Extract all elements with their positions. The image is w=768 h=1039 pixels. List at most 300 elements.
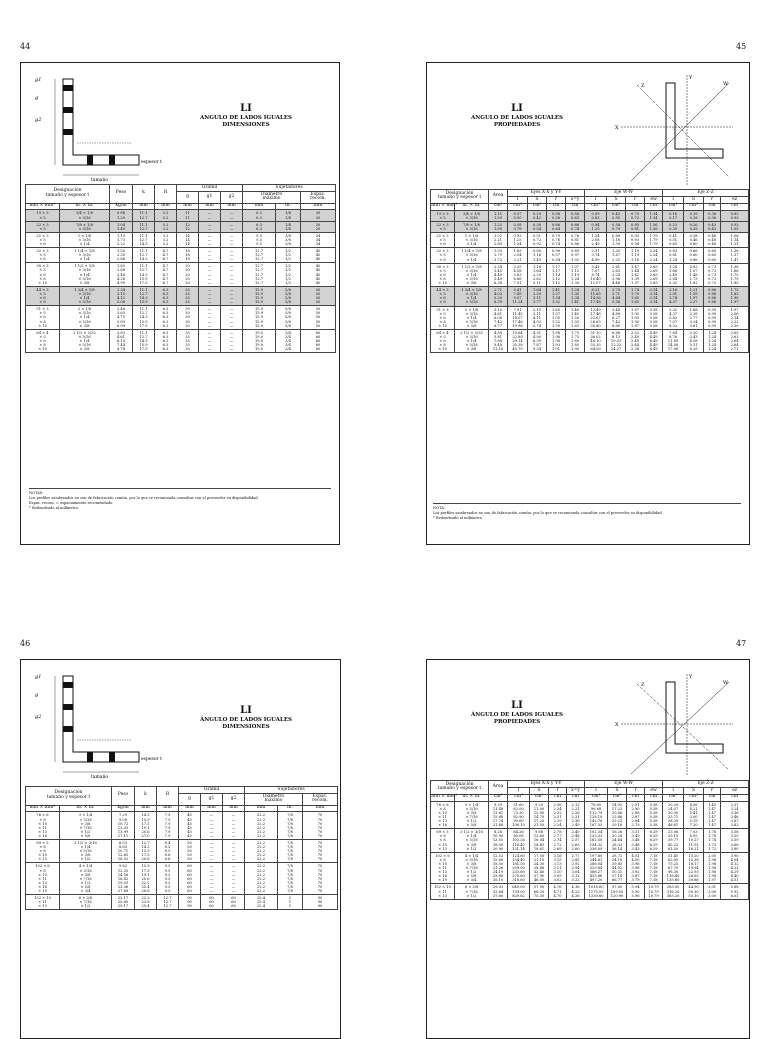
table-cell: 12.7 12.7 12.7 <box>157 895 179 910</box>
table-cell: 51.40 62.00 75.25 87.70 98.30 116.40 135.60 <box>663 852 684 884</box>
table-cell: 1.06 1.14 1.21 <box>721 233 749 248</box>
unit-cell: cm³ <box>607 203 626 210</box>
table-cell: 1 1/4 × 1/8 × 3/16 × 1/4 <box>455 248 489 263</box>
table-cell: 35 35 35 35 35 <box>177 329 199 352</box>
unit-cell: cm <box>645 794 663 801</box>
table-cell: 22.2 22.2 22.2 22.2 22.2 22.2 22.2 <box>245 863 278 895</box>
header-k: k <box>133 185 155 204</box>
table-cell: — — — — — <box>199 306 221 329</box>
table-cell: 50 50 50 50 50 <box>301 306 336 329</box>
table-cell: 3.20 3.43 4.58 5.11 6.29 <box>684 329 704 352</box>
table-cell: 1.64 2.29 3.11 3.77 <box>528 287 547 306</box>
table-cell: 19.0 19.0 19.0 19.0 19.0 <box>243 329 276 352</box>
table-cell: 0.66 0.74 <box>566 221 585 232</box>
table-cell: 0.99 0.99 0.99 0.99 0.99 <box>704 306 721 329</box>
unit-cell: cm <box>567 794 585 801</box>
header-g1: g1 <box>199 191 221 203</box>
table-cell: 1.58 1.66 1.75 1.79 1.85 <box>721 263 749 286</box>
table-cell: 0.43 0.43 <box>704 221 721 232</box>
subheader-cell: I <box>508 787 530 794</box>
table-cell: 2.71 4.03 5.20 6.39 <box>489 287 508 306</box>
angle-section-figure <box>31 71 166 187</box>
table-row <box>431 306 749 329</box>
table-cell: 0.86 0.88 0.86 0.86 <box>704 287 721 306</box>
unit-cell: cm⁴ <box>508 794 530 801</box>
table-cell: 12 12 <box>177 221 199 232</box>
table-cell: 4.76 4.71 4.70 <box>549 884 567 899</box>
unit-cell: cm <box>721 203 749 210</box>
page-47-properties <box>426 659 750 1039</box>
table-cell: 2.24 2.24 2.24 <box>645 248 663 263</box>
table-cell: 152 × 10 × 11 × 13 <box>431 884 455 899</box>
subheader-cell: I <box>663 196 684 203</box>
table-cell: — — <box>221 210 243 221</box>
title-block <box>447 103 587 128</box>
label-g: g <box>35 95 39 101</box>
table-cell: 1.07 1.12 1.19 1.24 1.30 <box>566 263 585 286</box>
table-cell: 1.60 1.57 1.55 1.52 1.50 <box>547 306 566 329</box>
table-cell: 1 1/2 × 1/8 × 3/16 × 1/4 × 5/16 × 3/8 <box>60 263 110 286</box>
table-cell: 22 × 3 × 5 <box>26 221 60 232</box>
table-cell: 11.1 12.7 14.3 15.9 17.5 <box>133 263 155 286</box>
table-cell: 22.2 22.2 22.2 22.2 22.2 22.2 <box>245 812 278 840</box>
table-cell: 50 50 50 50 <box>301 286 336 305</box>
table-cell: 3.2 3.2 <box>155 221 177 232</box>
table-cell: 89 × 5 × 6 × 8 × 10 × 13 <box>26 840 60 863</box>
table-cell: 1.47 1.44 1.42 1.39 1.37 <box>626 263 645 286</box>
unit-cell: cm² <box>489 794 508 801</box>
table-cell: 2 × 1/8 × 3/16 × 1/4 × 5/16 × 3/8 <box>455 306 489 329</box>
table-cell: 1.24 1.24 1.24 1.24 1.24 <box>704 329 721 352</box>
table-cell: 19 × 3 × 5 <box>26 210 60 221</box>
axis-x-label: X <box>615 125 619 131</box>
table-cell: 0.58 0.78 <box>508 221 528 232</box>
header-designation: Designación tamaño y espesor t <box>431 190 489 204</box>
table-cell: 11.1 12.7 14.3 <box>133 232 155 247</box>
table-row <box>431 210 749 221</box>
table-cell: 0.58 0.56 <box>547 210 566 221</box>
subheader-cell: r <box>547 196 566 203</box>
table-cell: 0.51 0.72 0.92 <box>528 233 547 248</box>
table-cell: 9.5 9.5 9.5 9.5 9.5 9.5 9.5 <box>157 863 179 895</box>
table-cell: 3/8 3/8 3/8 <box>276 232 301 247</box>
table-cell: 1.83 2.68 3.48 4.26 4.99 <box>110 263 133 286</box>
table-cell: 14.3 15.9 17.5 19.1 20.6 27.0 <box>135 812 157 840</box>
header-fasteners: Sujetadores <box>243 185 336 192</box>
label-g2: g2 <box>35 117 42 123</box>
table-cell: 5/8 5/8 5/8 5/8 <box>276 286 301 305</box>
table-cell: 89 × 5 × 6 × 8 × 10 × 13 <box>431 829 455 852</box>
section-code: LI <box>240 103 252 114</box>
table-cell: 1/4 1/4 <box>276 210 301 221</box>
table-cell: 11 11 <box>177 210 199 221</box>
table-cell: 4.7 4.7 4.7 <box>155 248 177 263</box>
table-cell: 45 45 45 45 45 45 <box>179 812 201 840</box>
axis-z-label: Z <box>641 682 645 688</box>
table-row <box>26 329 336 352</box>
label-tamano: tamaño <box>91 775 109 780</box>
table-cell: 2.16 2.91 3.74 4.57 <box>663 287 684 306</box>
table-cell: 0.66 0.64 <box>547 221 566 232</box>
table-cell: 0.85 0.81 <box>626 221 645 232</box>
note-line: NOTAS: <box>29 491 44 495</box>
table-cell: 0.23 0.35 <box>663 221 684 232</box>
table-cell: 22.2 22.2 22.2 22.2 22.2 <box>245 840 278 863</box>
table-cell: 6 × 3/8 × 7/16 × 1/2 <box>455 884 489 899</box>
unit-cell: cm⁴ <box>663 794 684 801</box>
table-cell: — — — — — — <box>201 812 223 840</box>
table-cell: 9.20 11.00 12.90 14.70 17.20 21.30 <box>530 801 549 829</box>
table-cell: 3/4 × 1/8 × 3/16 <box>60 210 110 221</box>
table-cell: 5.41 7.49 9.57 11.24 <box>508 287 528 306</box>
unit-cell: cm⁴ <box>508 203 528 210</box>
table-cell: 3.58 3.58 3.58 3.58 3.58 <box>645 306 663 329</box>
table-cell: 0.38 0.38 <box>704 210 721 221</box>
table-cell: 5/8 5/8 5/8 5/8 5/8 <box>276 306 301 329</box>
header-gramil: Gramil <box>177 185 243 192</box>
table-cell: 51.60 62.00 73.30 82.90 90.60 108.10 <box>508 801 530 829</box>
table-cell: 25.4 25.4 25.4 <box>245 895 278 910</box>
page-number-47: 47 <box>736 639 747 648</box>
table-cell: 1.78 1.78 1.74 1.73 1.72 <box>704 829 721 852</box>
unit-cell: cm <box>626 203 645 210</box>
table-cell: 197.80 244.61 288.04 329.84 368.27 433.66 497.20 <box>585 852 608 884</box>
header-g: g <box>179 793 201 805</box>
table-cell: 12.52 15.68 18.50 21.26 24.19 29.68 35.10 <box>489 852 508 884</box>
header-spacing: Espac. recom. <box>303 793 338 805</box>
table-cell: 1.30 1.67 2.25 <box>607 248 626 263</box>
table-cell: — — — — — — — <box>201 863 223 895</box>
table-cell: 2 1/2 × 5/32 × 3/16 × 1/4 × 5/16 × 3/8 <box>455 329 489 352</box>
subheader-cell: S <box>607 196 626 203</box>
header-spacing: Espac. recom. <box>301 191 336 203</box>
table-cell: 2.91 2.90 2.88 2.87 2.84 2.79 <box>627 801 645 829</box>
table-cell: 51 × 3 × 5 × 6 × 8 × 10 <box>26 306 60 329</box>
table-cell: 19.64 22.89 29.14 35.38 40.70 <box>508 329 528 352</box>
table-cell: 0.93 1.05 <box>721 221 749 232</box>
header-axis-zz: Eje Z-Z <box>663 781 749 788</box>
subheader-cell: r <box>627 787 645 794</box>
table-cell: 25 × 3 × 5 × 6 <box>26 232 60 247</box>
table-cell: 0.94 1.25 <box>585 221 607 232</box>
table-cell: 3.14 3.14 3.14 3.14 <box>645 287 663 306</box>
table-cell: 6.3 6.3 6.3 6.3 6.3 <box>155 306 177 329</box>
table-cell: 4.06 4.21 5.41 3.00 5.19 7.20 <box>684 801 704 829</box>
table-cell: 6.53 8.63 10.71 12.65 16.52 <box>112 840 135 863</box>
table-cell: — — — <box>221 248 243 263</box>
table-cell: 7.03 8.95 10.27 11.91 16.21 <box>684 829 704 852</box>
table-cell: 2.69 2.69 2.69 2.69 2.69 <box>645 263 663 286</box>
section-subtitle: PROPIEDADES <box>493 121 541 128</box>
dimensions-table <box>25 786 338 910</box>
table-cell: 40 40 40 <box>301 248 336 263</box>
page-44-dimensions <box>20 62 340 545</box>
title-block <box>171 705 321 730</box>
table-cell: 5.94 5.90 5.96 <box>627 884 645 899</box>
table-row <box>431 884 749 899</box>
subheader-cell: S <box>608 787 627 794</box>
table-cell: 1.24 1.66 2.49 2.84 3.33 <box>663 263 684 286</box>
unit-cell: mm <box>177 203 199 210</box>
unit-cell: cm² <box>489 203 508 210</box>
table-cell: 3.2 3.2 3.2 <box>155 232 177 247</box>
table-row <box>431 852 749 884</box>
table-cell: 102.34 133.33 162.50 194.32 236.09 <box>585 829 608 852</box>
table-cell: 0.82 0.93 <box>721 210 749 221</box>
table-cell: 0.76 0.81 0.86 <box>566 233 585 248</box>
unit-cell: mm <box>199 203 221 210</box>
table-cell: 3 1/2 × 3/16 × 1/4 × 5/16 × 3/8 × 1/2 <box>455 829 489 852</box>
table-cell: 3/4 × 1/8 × 3/16 <box>455 210 489 221</box>
table-cell: 11.1 12.7 <box>133 221 155 232</box>
table-cell: 124.60 154.40 181.50 209.00 233.60 275.60 318.60 <box>508 852 530 884</box>
table-cell: 1.34 1.34 <box>645 210 663 221</box>
unit-cell: in. × in. <box>60 805 112 812</box>
table-cell: 6.29 6.29 6.29 6.29 6.29 <box>645 829 663 852</box>
table-cell: 4.01 4.00 3.98 3.96 3.92 3.87 3.79 <box>627 852 645 884</box>
table-cell: 16.26 20.26 24.64 28.33 36.14 <box>608 829 627 852</box>
label-g1: g1 <box>35 674 42 680</box>
table-cell: 44 × 3 × 5 × 6 × 8 <box>26 286 60 305</box>
table-cell: 283.00 316.20 363.20 <box>663 884 684 899</box>
table-row <box>431 287 749 306</box>
table-cell: 1.52 2.21 2.80 <box>489 233 508 248</box>
header-g1: g1 <box>201 793 223 805</box>
table-cell: 7/8 7/8 7/8 7/8 7/8 7/8 7/8 <box>278 863 303 895</box>
table-cell: 1.79 1.79 1.79 <box>645 233 663 248</box>
table-cell: 2.78 2.77 2.74 2.72 2.69 <box>549 829 567 852</box>
table-cell: 40 40 40 40 40 <box>301 263 336 286</box>
table-cell: 19 × 3 × 5 <box>431 210 455 221</box>
table-cell: 51 × 3 × 5 × 6 × 8 × 10 <box>431 306 455 329</box>
table-cell: 12.7 12.7 12.7 <box>243 248 276 263</box>
table-cell: 20 20 <box>301 221 336 232</box>
table-cell: 0.89 0.97 1.02 <box>566 248 585 263</box>
table-cell: 31.10 36.02 46.10 55.35 64.09 <box>585 329 607 352</box>
table-cell: 2.91 3.74 4.99 <box>585 248 607 263</box>
table-cell: 22.17 25.60 29.17 <box>112 895 135 910</box>
table-cell: — — — <box>199 248 221 263</box>
table-cell: 2.34 3.45 4.40 5.40 6.34 <box>489 263 508 286</box>
table-cell: 1.97 2.06 2.14 2.22 2.30 <box>721 306 749 329</box>
header-g2: g2 <box>223 793 245 805</box>
unit-cell: mm × mm* <box>26 805 60 812</box>
header-diameter: Diámetro máximo <box>245 793 303 805</box>
label-g: g <box>35 692 39 698</box>
unit-cell: in. × in. <box>455 794 489 801</box>
note-line: * Redondeado al milímetro. <box>433 516 483 521</box>
table-cell: 3.16 3.15 3.13 3.11 3.10 3.05 3.02 <box>549 852 567 884</box>
header-designation: Designación tamaño y espesor t <box>26 185 110 204</box>
table-cell: 50 50 50 50 50 <box>179 840 201 863</box>
table-row <box>26 812 338 840</box>
table-cell: 4.49 4.49 4.49 4.49 4.49 <box>645 329 663 352</box>
table-cell: 34 34 34 <box>301 232 336 247</box>
table-cell: 2.46 3.63 4.75 5.83 6.99 <box>110 306 133 329</box>
unit-cell: cm³ <box>608 794 627 801</box>
table-cell: 0.41 0.51 0.65 <box>663 233 684 248</box>
table-row <box>431 233 749 248</box>
table-cell: 0.38 0.54 <box>528 221 547 232</box>
table-cell: 25 25 25 25 <box>177 286 199 305</box>
table-cell: 0.48 0.48 0.48 <box>704 233 721 248</box>
unit-cell: cm <box>721 794 749 801</box>
table-cell: 102 × 6 × 8 × 10 × 11 × 13 × 16 × 19 <box>431 852 455 884</box>
table-cell: 1.18 1.64 2.20 2.62 3.11 <box>528 263 547 286</box>
table-cell: 152 × 10 × 11 × 13 <box>26 895 60 910</box>
table-cell: 20 20 <box>301 210 336 221</box>
table-cell: 38 × 3 × 5 × 6 × 8 × 10 <box>431 263 455 286</box>
unit-cell: mm <box>301 203 336 210</box>
table-cell: 97.00 109.50 120.90 <box>608 884 627 899</box>
table-cell: — — — — — <box>199 263 221 286</box>
table-cell: 6 × 3/8 × 7/16 × 1/2 <box>60 895 112 910</box>
table-cell: 70 70 70 70 70 70 70 <box>303 863 338 895</box>
table-cell: — — — — — — <box>223 812 245 840</box>
subheader-cell: S <box>530 787 549 794</box>
table-cell: 7.91 11.45 14.57 17.46 19.98 <box>508 306 528 329</box>
table-cell: 11.1 12.7 14.3 15.9 17.5 <box>133 306 155 329</box>
table-cell: — — <box>199 210 221 221</box>
subheader-cell: ez <box>721 196 749 203</box>
table-row <box>26 263 336 286</box>
section-subtitle: PROPIEDADES <box>493 718 541 725</box>
table-cell: 1/2 1/2 1/2 <box>276 248 301 263</box>
table-cell: 0.73 0.72 <box>626 210 645 221</box>
unit-cell: cm <box>547 203 566 210</box>
table-cell: 5.38 5.38 5.38 5.38 5.38 5.38 <box>645 801 663 829</box>
table-cell: — — — — — <box>221 329 243 352</box>
page-45-properties <box>426 62 750 545</box>
table-cell: 3 1/2 × 3/16 × 1/4 × 5/16 × 3/8 × 1/2 <box>60 840 112 863</box>
table-cell: 20.20 24.07 30.30 33.71 38.29 46.61 <box>663 801 684 829</box>
note-line: NOTA: <box>433 506 446 510</box>
table-cell: 2 1/2 × 5/32 × 3/16 × 1/4 × 5/16 × 3/8 <box>60 329 110 352</box>
table-cell: 9.88 12.60 16.04 18.45 18.61 <box>530 829 549 852</box>
table-cell: 64.26 80.06 103.26 116.40 131.14 <box>508 829 530 852</box>
table-cell: 1.68 2.28 2.77 3.24 3.61 <box>684 306 704 329</box>
table-cell: 1.97 1.95 1.93 1.90 1.87 <box>626 306 645 329</box>
table-cell: 2.37 3.24 3.36 3.46 3.67 3.82 <box>721 801 749 829</box>
table-cell: 3.36 3.50 3.59 3.66 3.80 <box>721 829 749 852</box>
table-row <box>431 221 749 232</box>
unit-cell: mm <box>243 203 276 210</box>
note-line: * Redondeado al milímetro. <box>29 506 79 511</box>
table-cell: 0.43 0.55 <box>607 210 626 221</box>
table-cell: — — — — — — — <box>223 863 245 895</box>
properties-table <box>430 189 749 353</box>
table-cell: 76 × 6 × 8 × 10 × 11 × 13 × 16 <box>26 812 60 840</box>
table-cell: 0.83 0.81 1.24 <box>663 248 684 263</box>
table-cell: — — — — — <box>221 306 243 329</box>
table-cell: 0.38 0.46 0.60 <box>684 233 704 248</box>
table-cell: 4.7 4.7 4.7 4.7 4.7 <box>155 263 177 286</box>
subheader-cell: I <box>663 787 684 794</box>
table-cell: 9.5 9.5 9.5 <box>243 232 276 247</box>
table-cell: 13.20 15.38 18.17 19.94 22.93 26.65 30.86 <box>684 852 704 884</box>
header-r: R <box>157 787 179 806</box>
table-cell: 2.79 3.71 4.64 5.56 <box>607 287 626 306</box>
table-cell: 1 1/4 × 1/8 × 3/16 × 1/4 <box>60 248 110 263</box>
table-cell: 0.58 0.79 <box>607 221 626 232</box>
table-cell: 1.26 1.37 1.47 <box>721 248 749 263</box>
title-block <box>447 700 587 725</box>
unit-cell: mm <box>221 203 243 210</box>
axis-z-label: Z <box>641 83 645 89</box>
section-subtitle: DIMENSIONES <box>222 121 270 128</box>
section-code: LI <box>511 700 523 711</box>
unit-cell: mm <box>135 805 157 812</box>
unit-cell: cm <box>704 794 721 801</box>
table-cell: 1/2 1/2 1/2 1/2 1/2 <box>276 263 301 286</box>
table-cell: — — — — — <box>199 329 221 352</box>
table-cell: 9.82 12.20 14.58 16.82 19.03 23.36 27.68 <box>112 863 135 895</box>
table-cell: 0.58 0.63 <box>566 210 585 221</box>
table-row <box>26 840 338 863</box>
table-cell: 0.92 1.25 1.54 <box>508 233 528 248</box>
table-cell: 1.11 1.59 <box>489 210 508 221</box>
table-cell: 15.9 15.9 15.9 15.9 <box>243 286 276 305</box>
unit-cell: mm <box>201 805 223 812</box>
table-cell: — — <box>199 221 221 232</box>
unit-cell: cm <box>627 794 645 801</box>
unit-cell: kg/m <box>112 805 135 812</box>
table-cell: 2.65 2.63 2.64 2.64 2.71 <box>721 329 749 352</box>
subheader-cell: ew <box>645 787 663 794</box>
unit-cell: mm <box>223 805 245 812</box>
subheader-cell: r <box>704 787 721 794</box>
table-cell: 1.41 1.37 1.34 1.32 <box>547 287 566 306</box>
table-cell: 9.29 11.48 13.61 15.68 17.74 21.68 <box>489 801 508 829</box>
table-cell: 4 × 1/4 × 5/16 × 3/8 × 7/16 × 1/2 × 5/8 × 3/4 <box>60 863 112 895</box>
label-tamano: tamaño <box>91 178 109 183</box>
table-cell: 1.56 1.56 <box>645 221 663 232</box>
table-cell: 0.79 0.76 0.74 <box>547 233 566 248</box>
table-cell: 60 60 60 <box>201 895 223 910</box>
table-cell: 2.13 2.21 2.26 2.31 2.36 2.49 <box>567 801 585 829</box>
table-cell: 0.73 0.73 0.73 0.73 0.73 <box>704 263 721 286</box>
table-cell: 4.88 5.81 7.68 9.48 11.16 <box>489 329 508 352</box>
table-cell: 32 × 3 × 5 × 6 <box>431 248 455 263</box>
table-cell: 15.9 15.9 15.9 15.9 15.9 <box>243 306 276 329</box>
table-cell: 5.41 7.07 8.74 10.40 12.07 <box>585 263 607 286</box>
table-row <box>26 232 336 247</box>
unit-cell: in. × in. <box>60 203 110 210</box>
table-cell: 3.32 4.37 5.82 7.07 8.32 <box>663 306 684 329</box>
unit-cell: cm <box>566 203 585 210</box>
axes-figure <box>611 71 736 193</box>
table-cell: 17.00 21.10 24.30 28.48 32.40 37.90 46.00 <box>530 852 549 884</box>
table-cell: 1.21 1.59 1.97 2.37 <box>684 287 704 306</box>
table-cell: 7.84 8.76 11.65 14.56 17.06 <box>663 329 684 352</box>
unit-cell: mm × mm* <box>431 794 458 800</box>
table-cell: — — <box>221 221 243 232</box>
table-cell: — — — — — <box>221 263 243 286</box>
table-row <box>431 801 749 829</box>
table-cell: 0.88 1.29 <box>110 210 133 221</box>
unit-cell: cm³ <box>528 203 547 210</box>
unit-cell: mm <box>133 203 155 210</box>
section-subtitle: DIMENSIONES <box>222 723 270 730</box>
table-cell: 5.88 5.92 6.01 <box>721 884 749 899</box>
section-code: LI <box>240 705 252 716</box>
table-cell: 38 × 3 × 5 × 6 × 8 × 10 <box>26 263 60 286</box>
unit-cell: mm <box>303 805 338 812</box>
table-row <box>431 248 749 263</box>
table-cell: 1 × 1/8 × 3/16 × 1/4 <box>60 232 110 247</box>
section-title: ANGULO DE LADOS IGUALES <box>199 115 292 121</box>
subheader-cell: x=y <box>567 787 585 794</box>
